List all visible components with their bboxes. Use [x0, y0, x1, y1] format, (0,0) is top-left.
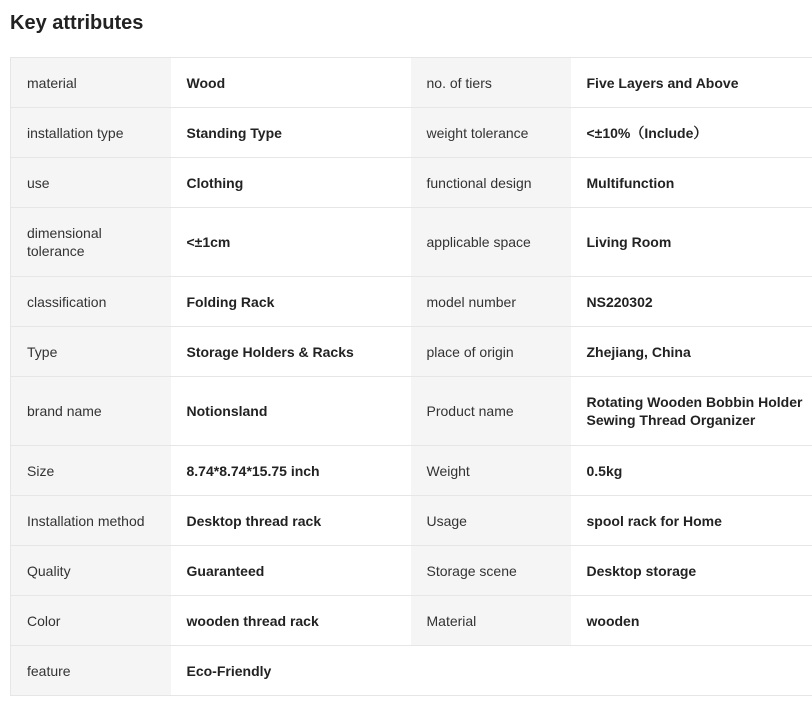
attribute-value: Multifunction: [571, 158, 812, 208]
attribute-label: no. of tiers: [411, 58, 571, 108]
attribute-value: Desktop storage: [571, 546, 812, 596]
attribute-label: Installation method: [11, 496, 171, 546]
attribute-value: Wood: [171, 58, 411, 108]
attribute-value: Folding Rack: [171, 277, 411, 327]
attribute-label: Usage: [411, 496, 571, 546]
table-row: [11, 596, 812, 646]
attribute-value: Guaranteed: [171, 546, 411, 596]
attribute-label: installation type: [11, 108, 171, 158]
section-title: Key attributes: [10, 12, 144, 34]
table-row: [11, 108, 812, 158]
attribute-label: Storage scene: [411, 546, 571, 596]
attribute-label: use: [11, 158, 171, 208]
table-row: [11, 58, 812, 108]
empty-cell: [411, 646, 571, 696]
attribute-value: NS220302: [571, 277, 812, 327]
attribute-label: classification: [11, 277, 171, 327]
attribute-label: place of origin: [411, 327, 571, 377]
attribute-value: spool rack for Home: [571, 496, 812, 546]
attribute-label: functional design: [411, 158, 571, 208]
attribute-label: feature: [11, 646, 171, 696]
table-row: [11, 327, 812, 377]
attribute-label: Color: [11, 596, 171, 646]
attribute-value: 8.74*8.74*15.75 inch: [171, 446, 411, 496]
attribute-value: Five Layers and Above: [571, 58, 812, 108]
attribute-value: Notionsland: [171, 377, 411, 446]
attribute-value: wooden thread rack: [171, 596, 411, 646]
empty-cell: [571, 646, 812, 696]
attribute-label: Size: [11, 446, 171, 496]
attribute-label: brand name: [11, 377, 171, 446]
attribute-value: wooden: [571, 596, 812, 646]
attributes-table: [10, 57, 812, 696]
attribute-value: <±1cm: [171, 208, 411, 277]
attribute-value: Standing Type: [171, 108, 411, 158]
attribute-label: Type: [11, 327, 171, 377]
table-row: [11, 496, 812, 546]
table-row: [11, 646, 812, 696]
attribute-value: Clothing: [171, 158, 411, 208]
attribute-value: 0.5kg: [571, 446, 812, 496]
attribute-label: Weight: [411, 446, 571, 496]
attribute-label: Material: [411, 596, 571, 646]
attribute-value: Desktop thread rack: [171, 496, 411, 546]
attribute-value: <±10%（Include）: [571, 108, 812, 158]
attribute-value: Eco-Friendly: [171, 646, 411, 696]
attribute-label: Product name: [411, 377, 571, 446]
attribute-value: Living Room: [571, 208, 812, 277]
table-row: [11, 277, 812, 327]
attribute-label: weight tolerance: [411, 108, 571, 158]
attribute-label: model number: [411, 277, 571, 327]
table-row: [11, 446, 812, 496]
attribute-value: Zhejiang, China: [571, 327, 812, 377]
table-row: [11, 158, 812, 208]
attribute-value: Storage Holders & Racks: [171, 327, 411, 377]
attribute-value: Rotating Wooden Bobbin Holder Sewing Thread Organizer: [571, 377, 812, 446]
table-row: [11, 208, 812, 277]
attribute-label: applicable space: [411, 208, 571, 277]
attribute-label: dimensional tolerance: [11, 208, 171, 277]
attribute-label: Quality: [11, 546, 171, 596]
table-row: [11, 377, 812, 446]
table-row: [11, 546, 812, 596]
attribute-label: material: [11, 58, 171, 108]
